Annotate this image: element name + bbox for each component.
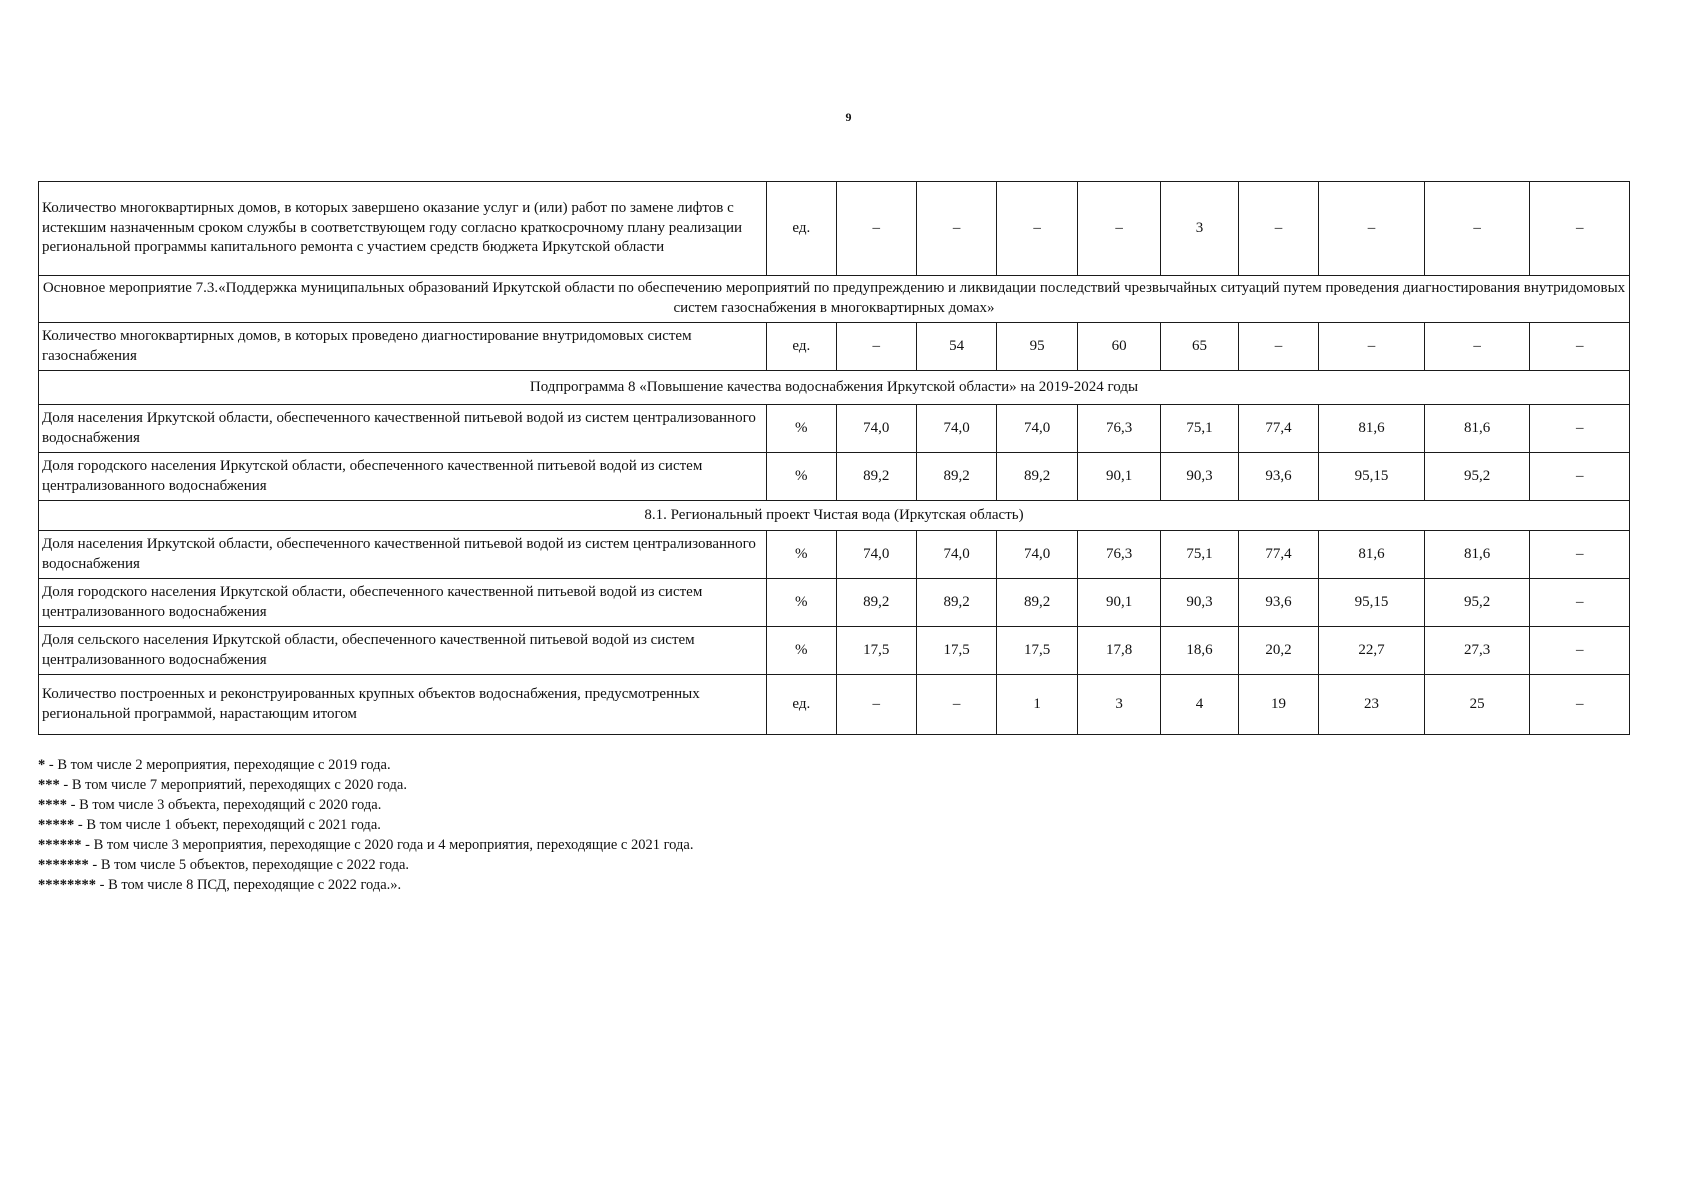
- footnote: [38, 875, 693, 895]
- value-cell: –: [1530, 453, 1630, 501]
- footnote-marker: ****: [38, 797, 67, 813]
- indicator-description: Количество построенных и реконструированных крупных объектов водоснабжения, предусмотренных региональной программой, нарастающим итогом: [39, 675, 767, 735]
- indicator-description: Количество многоквартирных домов, в которых проведено диагностирование внутридомовых систем газоснабжения: [39, 323, 767, 371]
- value-cell: 75,1: [1161, 405, 1238, 453]
- value-cell: 95: [997, 323, 1077, 371]
- value-cell: –: [916, 675, 996, 735]
- unit-cell: %: [767, 579, 836, 627]
- footnote-text: - В том числе 7 мероприятий, переходящих с 2020 года.: [59, 777, 407, 793]
- value-cell: –: [1424, 323, 1530, 371]
- value-cell: 90,3: [1161, 579, 1238, 627]
- value-cell: 19: [1238, 675, 1318, 735]
- section-title: Подпрограмма 8 «Повышение качества водоснабжения Иркутской области» на 2019-2024 годы: [39, 371, 1630, 405]
- page-number: 9: [845, 110, 852, 124]
- value-cell: 90,3: [1161, 453, 1238, 501]
- footnote-marker: ***: [38, 777, 60, 793]
- value-cell: 17,5: [997, 627, 1077, 675]
- value-cell: 74,0: [916, 531, 996, 579]
- value-cell: –: [1077, 182, 1160, 276]
- value-cell: 95,2: [1424, 453, 1530, 501]
- value-cell: 90,1: [1077, 579, 1160, 627]
- value-cell: 74,0: [997, 405, 1077, 453]
- indicators-table: [38, 181, 1630, 735]
- footnote-text: - В том числе 2 мероприятия, переходящие с 2019 года.: [45, 757, 391, 773]
- table-row: [39, 531, 1630, 579]
- value-cell: 77,4: [1238, 531, 1318, 579]
- value-cell: 23: [1319, 675, 1425, 735]
- unit-cell: ед.: [767, 323, 836, 371]
- footnote: [38, 835, 693, 855]
- footnote-marker: ********: [38, 877, 96, 893]
- footnote-marker: *: [38, 757, 46, 773]
- footnote: [38, 815, 693, 835]
- value-cell: 81,6: [1319, 405, 1425, 453]
- value-cell: 89,2: [916, 453, 996, 501]
- indicator-description: Количество многоквартирных домов, в которых завершено оказание услуг и (или) работ по замене лифтов с истекшим назначенным сроком службы в соответствующем году согласно краткосрочному плану реализации региональной программы капитального ремонта с участием средств бюджета Иркутской области: [39, 182, 767, 276]
- value-cell: 81,6: [1424, 405, 1530, 453]
- value-cell: 1: [997, 675, 1077, 735]
- unit-cell: %: [767, 531, 836, 579]
- value-cell: 3: [1161, 182, 1238, 276]
- value-cell: 74,0: [916, 405, 996, 453]
- value-cell: 81,6: [1319, 531, 1425, 579]
- section-row: [39, 501, 1630, 531]
- value-cell: 17,8: [1077, 627, 1160, 675]
- table-row: [39, 323, 1630, 371]
- footnote-text: - В том числе 8 ПСД, переходящие с 2022 года.».: [96, 877, 402, 893]
- footnote-text: - В том числе 3 объекта, переходящий с 2020 года.: [67, 797, 382, 813]
- table-row: [39, 627, 1630, 675]
- value-cell: 93,6: [1238, 453, 1318, 501]
- footnote: [38, 755, 693, 775]
- value-cell: –: [1530, 627, 1630, 675]
- value-cell: 17,5: [836, 627, 916, 675]
- value-cell: 89,2: [997, 453, 1077, 501]
- value-cell: 89,2: [836, 579, 916, 627]
- value-cell: –: [1530, 531, 1630, 579]
- table-row: [39, 453, 1630, 501]
- value-cell: 76,3: [1077, 531, 1160, 579]
- indicator-description: Доля сельского населения Иркутской области, обеспеченного качественной питьевой водой из систем централизованного водоснабжения: [39, 627, 767, 675]
- footnote: [38, 855, 693, 875]
- footnote: [38, 795, 693, 815]
- value-cell: 60: [1077, 323, 1160, 371]
- value-cell: 93,6: [1238, 579, 1318, 627]
- indicator-description: Доля городского населения Иркутской области, обеспеченного качественной питьевой водой из систем централизованного водоснабжения: [39, 453, 767, 501]
- value-cell: 76,3: [1077, 405, 1160, 453]
- value-cell: –: [1238, 182, 1318, 276]
- footnotes: [38, 755, 693, 895]
- value-cell: –: [1530, 579, 1630, 627]
- value-cell: –: [1238, 323, 1318, 371]
- section-title: 8.1. Региональный проект Чистая вода (Иркутская область): [39, 501, 1630, 531]
- table-row: [39, 675, 1630, 735]
- value-cell: –: [997, 182, 1077, 276]
- unit-cell: %: [767, 627, 836, 675]
- value-cell: –: [836, 323, 916, 371]
- value-cell: 95,15: [1319, 453, 1425, 501]
- value-cell: –: [836, 182, 916, 276]
- value-cell: –: [1530, 405, 1630, 453]
- footnote-text: - В том числе 3 мероприятия, переходящие с 2020 года и 4 мероприятия, переходящие с 2021 года.: [81, 837, 694, 853]
- value-cell: –: [1530, 323, 1630, 371]
- value-cell: –: [836, 675, 916, 735]
- section-row: [39, 276, 1630, 323]
- value-cell: 25: [1424, 675, 1530, 735]
- footnote-text: - В том числе 5 объектов, переходящие с 2022 года.: [88, 857, 410, 873]
- table-row: [39, 182, 1630, 276]
- value-cell: –: [1530, 675, 1630, 735]
- value-cell: 65: [1161, 323, 1238, 371]
- value-cell: 74,0: [997, 531, 1077, 579]
- value-cell: –: [1530, 182, 1630, 276]
- section-title: Основное мероприятие 7.3.«Поддержка муниципальных образований Иркутской области по обеспечению мероприятий по предупреждению и ликвидации последствий чрезвычайных ситуаций путем проведения диагностирования внутридомовых систем газоснабжения в многоквартирных домах»: [39, 276, 1630, 323]
- unit-cell: %: [767, 405, 836, 453]
- footnote-marker: *****: [38, 817, 75, 833]
- indicator-description: Доля городского населения Иркутской области, обеспеченного качественной питьевой водой из систем централизованного водоснабжения: [39, 579, 767, 627]
- value-cell: 95,2: [1424, 579, 1530, 627]
- unit-cell: %: [767, 453, 836, 501]
- value-cell: 89,2: [997, 579, 1077, 627]
- value-cell: 20,2: [1238, 627, 1318, 675]
- value-cell: 81,6: [1424, 531, 1530, 579]
- table-row: [39, 579, 1630, 627]
- value-cell: 4: [1161, 675, 1238, 735]
- value-cell: 3: [1077, 675, 1160, 735]
- value-cell: 75,1: [1161, 531, 1238, 579]
- value-cell: –: [1319, 323, 1425, 371]
- value-cell: 27,3: [1424, 627, 1530, 675]
- value-cell: 77,4: [1238, 405, 1318, 453]
- value-cell: 89,2: [836, 453, 916, 501]
- unit-cell: ед.: [767, 675, 836, 735]
- value-cell: 17,5: [916, 627, 996, 675]
- value-cell: 74,0: [836, 531, 916, 579]
- value-cell: 90,1: [1077, 453, 1160, 501]
- indicator-description: Доля населения Иркутской области, обеспеченного качественной питьевой водой из систем централизованного водоснабжения: [39, 531, 767, 579]
- value-cell: –: [1319, 182, 1425, 276]
- table-row: [39, 405, 1630, 453]
- value-cell: 74,0: [836, 405, 916, 453]
- value-cell: 95,15: [1319, 579, 1425, 627]
- value-cell: 54: [916, 323, 996, 371]
- unit-cell: ед.: [767, 182, 836, 276]
- footnote-marker: *******: [38, 857, 89, 873]
- value-cell: 18,6: [1161, 627, 1238, 675]
- value-cell: –: [916, 182, 996, 276]
- value-cell: 89,2: [916, 579, 996, 627]
- section-row: [39, 371, 1630, 405]
- indicator-description: Доля населения Иркутской области, обеспеченного качественной питьевой водой из систем централизованного водоснабжения: [39, 405, 767, 453]
- footnote-marker: ******: [38, 837, 82, 853]
- value-cell: –: [1424, 182, 1530, 276]
- value-cell: 22,7: [1319, 627, 1425, 675]
- footnote: [38, 775, 693, 795]
- footnote-text: - В том числе 1 объект, переходящий с 2021 года.: [74, 817, 381, 833]
